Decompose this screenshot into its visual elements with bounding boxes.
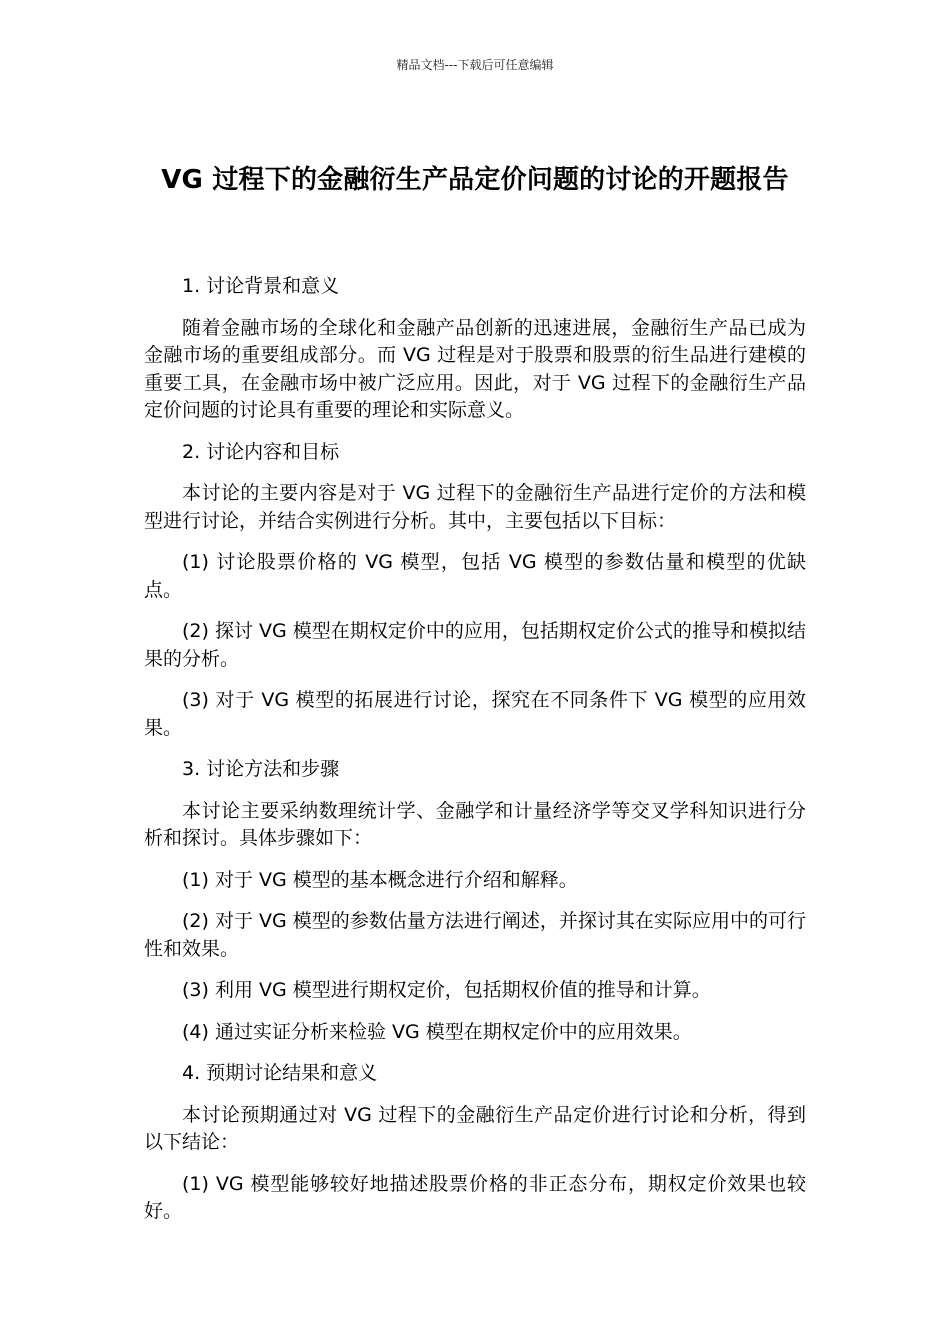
paragraph-methods: 本讨论主要采纳数理统计学、金融学和计量经济学等交叉学科知识进行分析和探讨。具体步骤如下： bbox=[144, 799, 806, 849]
list-item-step-4: (4) 通过实证分析来检验 VG 模型在期权定价中的应用效果。 bbox=[182, 1020, 692, 1043]
paragraph-expected-results: 本讨论预期通过对 VG 过程下的金融衍生产品定价进行讨论和分析，得到以下结论： bbox=[144, 1103, 806, 1153]
document-title: VG 过程下的金融衍生产品定价问题的讨论的开题报告 bbox=[161, 165, 789, 196]
list-item-result-1: (1) VG 模型能够较好地描述股票价格的非正态分布，期权定价效果也较好。 bbox=[144, 1172, 806, 1222]
list-item-step-3: (3) 利用 VG 模型进行期权定价，包括期权价值的推导和计算。 bbox=[182, 979, 711, 1001]
section-heading-expected-results: 4. 预期讨论结果和意义 bbox=[182, 1062, 378, 1084]
list-item-step-1: (1) 对于 VG 模型的基本概念进行介绍和解释。 bbox=[182, 868, 578, 891]
page-header: 精品文档---下载后可任意编辑 bbox=[396, 58, 554, 72]
list-item-goal-3: (3) 对于 VG 模型的拓展进行讨论，探究在不同条件下 VG 模型的应用效果。 bbox=[144, 689, 806, 739]
document-body bbox=[144, 273, 806, 1240]
list-item-step-2: (2) 对于 VG 模型的参数估量方法进行阐述，并探讨其在实际应用中的可行性和效果。 bbox=[144, 910, 806, 960]
section-heading-methods: 3. 讨论方法和步骤 bbox=[182, 758, 340, 780]
section-heading-content-goals: 2. 讨论内容和目标 bbox=[182, 440, 340, 463]
paragraph-background: 随着金融市场的全球化和金融产品创新的迅速进展，金融衍生产品已成为金融市场的重要组成部分。而 VG 过程是对于股票和股票的衍生品进行建模的重要工具，在金融市场中被广泛应用。因此，对于 VG 过程下的金融衍生产品定价问题的讨论具有重要的理论和实际意义。 bbox=[144, 316, 806, 421]
list-item-goal-2: (2) 探讨 VG 模型在期权定价中的应用，包括期权定价公式的推导和模拟结果的分析。 bbox=[144, 620, 806, 670]
list-item-goal-1: (1) 讨论股票价格的 VG 模型，包括 VG 模型的参数估量和模型的优缺点。 bbox=[144, 551, 806, 601]
paragraph-content-goals: 本讨论的主要内容是对于 VG 过程下的金融衍生产品进行定价的方法和模型进行讨论，并结合实例进行分析。其中，主要包括以下目标： bbox=[144, 482, 806, 532]
section-heading-background: 1. 讨论背景和意义 bbox=[182, 275, 340, 297]
